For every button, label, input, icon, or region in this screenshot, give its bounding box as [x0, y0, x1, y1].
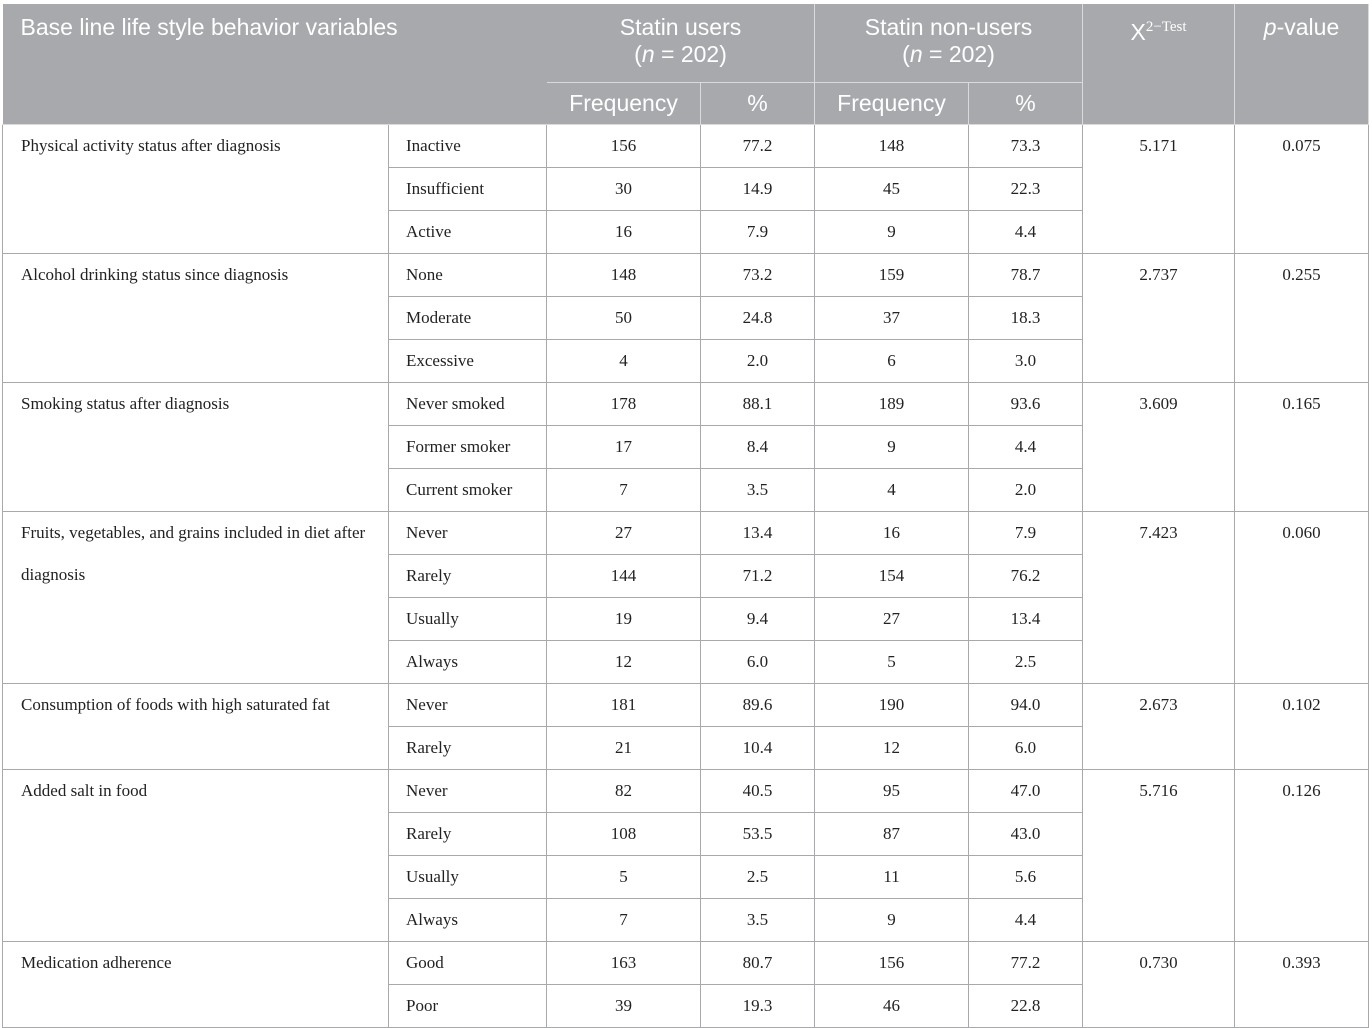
p-value-cell: 0.255 [1235, 254, 1369, 383]
table-row [3, 942, 1369, 985]
table-row [3, 684, 1369, 727]
nonusers-frequency-cell: 12 [815, 727, 969, 770]
variable-name-cell: Physical activity status after diagnosis [3, 125, 389, 254]
variable-name-cell: Consumption of foods with high saturated fat [3, 684, 389, 770]
category-cell: Rarely [389, 555, 547, 598]
nonusers-percent-cell: 6.0 [969, 727, 1083, 770]
users-percent-cell: 2.5 [701, 856, 815, 899]
users-percent-cell: 2.0 [701, 340, 815, 383]
nonusers-frequency-cell: 16 [815, 512, 969, 555]
users-percent-header: % [701, 83, 815, 125]
nonusers-percent-cell: 3.0 [969, 340, 1083, 383]
table-row [3, 512, 1369, 555]
nonusers-percent-cell: 2.5 [969, 641, 1083, 684]
nonusers-frequency-cell: 95 [815, 770, 969, 813]
users-frequency-cell: 50 [547, 297, 701, 340]
users-frequency-cell: 108 [547, 813, 701, 856]
nonusers-percent-cell: 78.7 [969, 254, 1083, 297]
variable-name-cell: Medication adherence [3, 942, 389, 1028]
users-frequency-cell: 82 [547, 770, 701, 813]
nonusers-frequency-cell: 156 [815, 942, 969, 985]
users-frequency-cell: 156 [547, 125, 701, 168]
nonusers-frequency-cell: 87 [815, 813, 969, 856]
users-frequency-header: Frequency [547, 83, 701, 125]
table-body [3, 125, 1369, 1028]
users-percent-cell: 13.4 [701, 512, 815, 555]
users-percent-cell: 8.4 [701, 426, 815, 469]
nonusers-percent-cell: 93.6 [969, 383, 1083, 426]
users-frequency-cell: 27 [547, 512, 701, 555]
chi-square-header: $X^{2-Test}$ [1083, 4, 1235, 125]
table-row [3, 770, 1369, 813]
nonusers-frequency-cell: 46 [815, 985, 969, 1028]
users-percent-cell: 19.3 [701, 985, 815, 1028]
nonusers-frequency-cell: 45 [815, 168, 969, 211]
nonusers-percent-cell: 2.0 [969, 469, 1083, 512]
users-frequency-cell: 39 [547, 985, 701, 1028]
users-percent-cell: 53.5 [701, 813, 815, 856]
variable-name-cell: Alcohol drinking status since diagnosis [3, 254, 389, 383]
nonusers-percent-cell: 7.9 [969, 512, 1083, 555]
nonusers-frequency-cell: 190 [815, 684, 969, 727]
category-cell: Rarely [389, 813, 547, 856]
category-cell: Insufficient [389, 168, 547, 211]
users-frequency-cell: 163 [547, 942, 701, 985]
users-percent-cell: 14.9 [701, 168, 815, 211]
nonusers-percent-cell: 22.8 [969, 985, 1083, 1028]
nonusers-percent-cell: 4.4 [969, 899, 1083, 942]
category-cell: Never [389, 770, 547, 813]
users-frequency-cell: 21 [547, 727, 701, 770]
users-frequency-cell: 7 [547, 899, 701, 942]
users-percent-cell: 80.7 [701, 942, 815, 985]
nonusers-frequency-cell: 37 [815, 297, 969, 340]
nonusers-percent-header: % [969, 83, 1083, 125]
nonusers-frequency-header: Frequency [815, 83, 969, 125]
category-cell: Usually [389, 598, 547, 641]
chi-square-cell: 2.673 [1083, 684, 1235, 770]
nonusers-frequency-cell: 27 [815, 598, 969, 641]
chi-square-cell: 3.609 [1083, 383, 1235, 512]
category-cell: Inactive [389, 125, 547, 168]
nonusers-percent-cell: 22.3 [969, 168, 1083, 211]
users-frequency-cell: 12 [547, 641, 701, 684]
users-percent-cell: 40.5 [701, 770, 815, 813]
users-percent-cell: 9.4 [701, 598, 815, 641]
category-cell: Moderate [389, 297, 547, 340]
nonusers-frequency-cell: 189 [815, 383, 969, 426]
users-frequency-cell: 181 [547, 684, 701, 727]
category-cell: Former smoker [389, 426, 547, 469]
users-frequency-cell: 178 [547, 383, 701, 426]
category-cell: Excessive [389, 340, 547, 383]
variable-name-cell: Smoking status after diagnosis [3, 383, 389, 512]
users-frequency-cell: 4 [547, 340, 701, 383]
nonusers-percent-cell: 47.0 [969, 770, 1083, 813]
users-frequency-cell: 5 [547, 856, 701, 899]
nonusers-frequency-cell: 5 [815, 641, 969, 684]
statin-nonusers-n: (n = 202) [902, 41, 995, 67]
category-cell: Good [389, 942, 547, 985]
nonusers-frequency-cell: 159 [815, 254, 969, 297]
nonusers-frequency-cell: 9 [815, 899, 969, 942]
users-percent-cell: 77.2 [701, 125, 815, 168]
users-frequency-cell: 17 [547, 426, 701, 469]
nonusers-percent-cell: 13.4 [969, 598, 1083, 641]
statin-nonusers-header [815, 4, 1083, 83]
category-cell: Current smoker [389, 469, 547, 512]
statin-nonusers-label: Statin non-users [864, 14, 1033, 40]
users-frequency-cell: 148 [547, 254, 701, 297]
table-row [3, 383, 1369, 426]
users-percent-cell: 6.0 [701, 641, 815, 684]
variable-name-cell: Fruits, vegetables, and grains included in diet after diagnosis [3, 512, 389, 684]
variable-column-header: Base line life style behavior variables [3, 4, 547, 125]
p-value-cell: 0.060 [1235, 512, 1369, 684]
nonusers-percent-cell: 76.2 [969, 555, 1083, 598]
category-cell: Rarely [389, 727, 547, 770]
nonusers-frequency-cell: 154 [815, 555, 969, 598]
statin-users-header [547, 4, 815, 83]
nonusers-frequency-cell: 4 [815, 469, 969, 512]
p-value-cell: 0.102 [1235, 684, 1369, 770]
users-percent-cell: 24.8 [701, 297, 815, 340]
chi-square-cell: 5.716 [1083, 770, 1235, 942]
nonusers-frequency-cell: 148 [815, 125, 969, 168]
users-frequency-cell: 16 [547, 211, 701, 254]
category-cell: Active [389, 211, 547, 254]
category-cell: None [389, 254, 547, 297]
nonusers-frequency-cell: 11 [815, 856, 969, 899]
category-cell: Poor [389, 985, 547, 1028]
table-row [3, 254, 1369, 297]
category-cell: Never [389, 684, 547, 727]
nonusers-percent-cell: 18.3 [969, 297, 1083, 340]
category-cell: Never [389, 512, 547, 555]
nonusers-percent-cell: 77.2 [969, 942, 1083, 985]
statin-users-n: (n = 202) [634, 41, 727, 67]
users-percent-cell: 7.9 [701, 211, 815, 254]
nonusers-frequency-cell: 6 [815, 340, 969, 383]
chi-square-cell: 5.171 [1083, 125, 1235, 254]
p-value-cell: 0.075 [1235, 125, 1369, 254]
statin-users-label: Statin users [619, 14, 742, 40]
nonusers-percent-cell: 4.4 [969, 211, 1083, 254]
chi-square-cell: 2.737 [1083, 254, 1235, 383]
users-percent-cell: 3.5 [701, 899, 815, 942]
users-percent-cell: 10.4 [701, 727, 815, 770]
users-percent-cell: 3.5 [701, 469, 815, 512]
users-frequency-cell: 7 [547, 469, 701, 512]
users-percent-cell: 71.2 [701, 555, 815, 598]
p-value-header: p-value [1235, 4, 1369, 125]
users-percent-cell: 88.1 [701, 383, 815, 426]
category-cell: Usually [389, 856, 547, 899]
nonusers-frequency-cell: 9 [815, 426, 969, 469]
chi-square-cell: 0.730 [1083, 942, 1235, 1028]
chi-square-cell: 7.423 [1083, 512, 1235, 684]
p-value-cell: 0.126 [1235, 770, 1369, 942]
users-frequency-cell: 30 [547, 168, 701, 211]
users-percent-cell: 89.6 [701, 684, 815, 727]
nonusers-percent-cell: 4.4 [969, 426, 1083, 469]
lifestyle-statistics-table [2, 4, 1369, 1028]
nonusers-percent-cell: 43.0 [969, 813, 1083, 856]
nonusers-percent-cell: 73.3 [969, 125, 1083, 168]
category-cell: Never smoked [389, 383, 547, 426]
nonusers-percent-cell: 94.0 [969, 684, 1083, 727]
users-percent-cell: 73.2 [701, 254, 815, 297]
users-frequency-cell: 144 [547, 555, 701, 598]
category-cell: Always [389, 641, 547, 684]
users-frequency-cell: 19 [547, 598, 701, 641]
nonusers-percent-cell: 5.6 [969, 856, 1083, 899]
table-header [3, 4, 1369, 125]
nonusers-frequency-cell: 9 [815, 211, 969, 254]
p-value-cell: 0.393 [1235, 942, 1369, 1028]
p-value-cell: 0.165 [1235, 383, 1369, 512]
category-cell: Always [389, 899, 547, 942]
variable-name-cell: Added salt in food [3, 770, 389, 942]
table-row [3, 125, 1369, 168]
